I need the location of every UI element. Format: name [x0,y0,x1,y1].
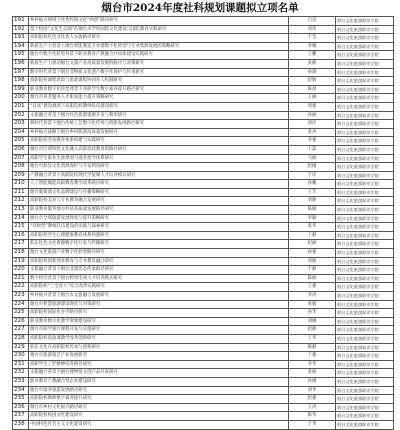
project-leader: 李敏 [289,214,336,223]
row-number: 201 [13,102,29,111]
table-row [13,360,394,369]
project-unit: 烟台文化旅游职业学院 [336,180,394,189]
row-number: 214 [13,214,29,223]
project-topic: 高职院校红色文化育人实施路径研究 [29,34,289,43]
project-leader: 孙强 [289,249,336,258]
project-topic: 乡村振兴视域下优秀传统文化“两创”路径研究 [29,17,289,26]
table-row [13,334,394,343]
project-unit: 烟台文化旅游职业学院 [336,42,394,51]
table-row [13,197,394,206]
row-number: 223 [13,292,29,301]
row-number: 215 [13,223,29,232]
project-topic: 文旅融合背景下烟台博物馆文创产品开发研究 [29,369,289,378]
project-unit: 烟台文化旅游职业学院 [336,369,394,378]
row-number: 220 [13,266,29,275]
table-row [13,145,394,154]
project-topic: 高职院校教师数字素养提升研究 [29,395,289,404]
project-topic: 高职院校创新创业教育与专业教育融合研究 [29,257,289,266]
row-number: 238 [13,420,29,429]
row-number: 211 [13,188,29,197]
project-leader: 李华 [289,360,336,369]
project-topic: 人工智能赋能高职教育教学改革路径研究 [29,180,289,189]
row-number: 204 [13,128,29,137]
row-number: 228 [13,334,29,343]
project-topic: 高职学生职业生涯规划与就业指导体系研究 [29,154,289,163]
project-topic: 高职学生工匠精神培育路径研究 [29,360,289,369]
project-topic: 基于校园“文化生态圈”的烟台市学校国防文化建设与国防教育实践研究 [29,25,289,34]
table-row [13,94,394,103]
project-unit: 烟台文化旅游职业学院 [336,214,394,223]
document-title: 烟台市2024年度社科规划课题拟立项名单 [101,2,299,14]
project-unit: 烟台文化旅游职业学院 [336,249,394,258]
row-number: 192 [13,25,29,34]
project-topic: 高职院校美育与专业教育融合发展研究 [29,197,289,206]
project-leader: 刘敏 [289,257,336,266]
row-number: 198 [13,77,29,86]
table-row [13,231,394,240]
row-number: 213 [13,206,29,215]
row-number: 195 [13,51,29,60]
project-topic: 高职院校校园文化建设研究 [29,412,289,421]
project-unit: 烟台文化旅游职业学院 [336,154,394,163]
table-row [13,309,394,318]
table-row [13,111,394,120]
project-leader: 陈刚 [289,206,336,215]
project-leader: 孙刚 [289,377,336,386]
project-topic: 烟台市数字化转型背景下职业教育产教融合共同体建设实践研究 [29,51,289,60]
project-unit: 烟台文化旅游职业学院 [336,403,394,412]
project-leader: 刘洋 [289,120,336,129]
project-leader: 王丽 [289,94,336,103]
project-unit: 烟台文化旅游职业学院 [336,102,394,111]
project-unit: 烟台文化旅游职业学院 [336,223,394,232]
project-topic: 新质生产力驱动烟台文旅产业高质量发展的路径与对策研究 [29,59,289,68]
row-number: 200 [13,94,29,103]
row-number: 229 [13,343,29,352]
project-leader: 张丽 [289,369,336,378]
project-topic: 文旅融合背景下烟台非遗活态传承路径研究 [29,266,289,275]
table-row [13,403,394,412]
project-topic: 高职院校学生心理健康教育体系构建研究 [29,231,289,240]
table-row [13,317,394,326]
row-number: 226 [13,317,29,326]
project-topic: 烟台市区域特色文化融入高职思政教育的路径研究 [29,145,289,154]
project-unit: 烟台文化旅游职业学院 [336,206,394,215]
table-row [13,85,394,94]
project-unit: 烟台文化旅游职业学院 [336,386,394,395]
table-row [13,249,394,258]
project-unit: 烟台文化旅游职业学院 [336,300,394,309]
project-topic: 中国特色社会主义文化建设研究 [29,420,289,429]
project-leader: 王涛 [289,403,336,412]
table-row [13,292,394,301]
project-leader: 刘伟 [289,25,336,34]
project-topic: 数字经济背景下烟台跨境电商人才培养模式研究 [29,274,289,283]
project-topic: 职业教育产教融合型企业建设研究 [29,377,289,386]
table-row [13,154,394,163]
project-topic: 高职院校课程思政与思政课程协同育人机制研究 [29,77,289,86]
row-number: 231 [13,360,29,369]
project-topic: 烟台市乡村文化振兴路径研究 [29,403,289,412]
table-row [13,51,394,60]
row-number: 202 [13,111,29,120]
row-number: 212 [13,197,29,206]
project-leader: 陈丽 [289,274,336,283]
table-row [13,17,394,26]
row-number: 191 [13,17,29,26]
table-row [13,214,394,223]
project-unit: 烟台文化旅游职业学院 [336,395,394,404]
table-row [13,180,394,189]
table-row [13,386,394,395]
project-unit: 烟台文化旅游职业学院 [336,360,394,369]
table-row [13,343,394,352]
project-topic: 烟台市养老服务人才职业能力提升策略研究 [29,94,289,103]
project-topic: “双高”建设视域下高职院校教师队伍建设研究 [29,102,289,111]
table-row [13,352,394,361]
project-leader: 赵强 [289,395,336,404]
project-unit: 烟台文化旅游职业学院 [336,128,394,137]
row-number: 219 [13,257,29,266]
project-leader: 张静 [289,59,336,68]
project-leader: 李涛 [289,292,336,301]
project-leader: 王鹏 [289,51,336,60]
project-leader: 张敏 [289,300,336,309]
project-unit: 烟台文化旅游职业学院 [336,120,394,129]
table-row [13,188,394,197]
project-leader: 于华 [289,420,336,429]
project-unit: 烟台文化旅游职业学院 [336,94,394,103]
project-unit: 烟台文化旅游职业学院 [336,111,394,120]
project-unit: 烟台文化旅游职业学院 [336,412,394,421]
project-leader: 孙华 [289,309,336,318]
project-leader: 于静 [289,266,336,275]
project-topic: 职业教育数字化转型背景下高职学生数字素养提升路径研究 [29,85,289,94]
row-number: 194 [13,42,29,51]
project-unit: 烟台文化旅游职业学院 [336,25,394,34]
project-unit: 烟台文化旅游职业学院 [336,68,394,77]
row-number: 232 [13,369,29,378]
project-topic: 烟台市旅游演艺产业发展研究 [29,352,289,361]
project-leader: 于强 [289,352,336,361]
table-row [13,412,394,421]
row-number: 221 [13,274,29,283]
project-topic: 文旅融合背景下烟台红色旅游资源开发与利用研究 [29,111,289,120]
project-leader: 孙鹏 [289,180,336,189]
row-number: 237 [13,412,29,421]
row-number: 193 [13,34,29,43]
project-leader: 李强 [289,137,336,146]
project-topic: 胶东文化在高职院校传承与创新研究 [29,343,289,352]
project-unit: 烟台文化旅游职业学院 [336,51,394,60]
table-row [13,266,394,275]
table-row [13,128,394,137]
project-unit: 烟台文化旅游职业学院 [336,257,394,266]
row-number: 230 [13,352,29,361]
project-unit: 烟台文化旅游职业学院 [336,343,394,352]
row-number: 207 [13,154,29,163]
project-unit: 烟台文化旅游职业学院 [336,240,394,249]
project-unit: 烟台文化旅游职业学院 [336,197,394,206]
project-unit: 烟台文化旅游职业学院 [336,137,394,146]
row-number: 199 [13,85,29,94]
row-number: 235 [13,395,29,404]
row-number: 234 [13,386,29,395]
table-row [13,77,394,86]
project-unit: 烟台文化旅游职业学院 [336,317,394,326]
project-leader: 赵敏 [289,77,336,86]
project-topic: 高职院校国际化办学路径研究 [29,309,289,318]
project-leader: 赵丽 [289,240,336,249]
project-leader: 王强 [289,283,336,292]
project-leader: 陈华 [289,412,336,421]
row-number: 197 [13,68,29,77]
table-row [13,377,394,386]
project-leader: 李娜 [289,42,336,51]
project-topic: 高职院校“三全育人”综合改革实践研究 [29,283,289,292]
project-unit: 烟台文化旅游职业学院 [336,334,394,343]
project-unit: 烟台文化旅游职业学院 [336,17,394,26]
project-unit: 烟台文化旅游职业学院 [336,283,394,292]
table-row [13,283,394,292]
project-leader: 王静 [289,231,336,240]
project-topic: 职业教育数字化教学资源建设研究 [29,317,289,326]
project-unit: 烟台文化旅游职业学院 [336,171,394,180]
row-number: 233 [13,377,29,386]
table-row [13,42,394,51]
table-row [13,300,394,309]
row-number: 209 [13,171,29,180]
project-topic: 烟台市智慧旅游建设现状与对策研究 [29,300,289,309]
project-unit: 烟台文化旅游职业学院 [336,274,394,283]
project-leader: 吕雷 [289,17,336,26]
project-topic: 数字时代背景下烟台非物质文化遗产数字化保护与传承研究 [29,68,289,77]
table-row [13,274,394,283]
project-topic: 烟台市全域旅游发展现状与提升策略研究 [29,214,289,223]
table-row [13,206,394,215]
table-row [13,25,394,34]
table-row [13,120,394,129]
project-unit: 烟台文化旅游职业学院 [336,85,394,94]
project-leader: 马丽 [289,154,336,163]
row-number: 205 [13,137,29,146]
project-topic: 职业教育服务地方经济高质量发展路径研究 [29,206,289,215]
project-leader: 张涛 [289,128,336,137]
table-row [13,171,394,180]
row-number: 225 [13,309,29,318]
table-row [13,102,394,111]
project-leader: 赵刚 [289,163,336,172]
project-leader: 王华 [289,334,336,343]
table-row [13,326,394,335]
project-leader: 张华 [289,223,336,232]
table-row [13,395,394,404]
row-number: 217 [13,240,29,249]
project-topic: 乡村振兴战略下烟台乡村旅游高质量发展研究 [29,128,289,137]
row-number: 208 [13,163,29,172]
table-row [13,59,394,68]
project-leader: 王磊 [289,145,336,154]
row-number: 227 [13,326,29,335]
project-leader: 赵静 [289,326,336,335]
project-unit: 烟台文化旅游职业学院 [336,266,394,275]
project-unit: 烟台文化旅游职业学院 [336,77,394,86]
project-topic: 乡村振兴背景下烟台农文旅融合发展研究 [29,292,289,301]
table-row [13,163,394,172]
project-table [12,16,394,430]
project-topic: 胶东红色文化资源数字化开发与传播研究 [29,240,289,249]
table-row [13,34,394,43]
project-topic: 烟台葡萄酒文化品牌建设与传播策略研究 [29,188,289,197]
project-unit: 烟台文化旅游职业学院 [336,326,394,335]
project-topic: 新时代背景下烟台传统工艺数字化传承与创新发展路径研究 [29,120,289,129]
row-number: 224 [13,300,29,309]
project-leader: 刘华 [289,386,336,395]
project-unit: 烟台文化旅游职业学院 [336,163,394,172]
project-leader: 于莹 [289,34,336,43]
project-leader: 于洋 [289,171,336,180]
row-number: 206 [13,145,29,154]
table-row [13,240,394,249]
project-leader: 孙丽 [289,111,336,120]
project-unit: 烟台文化旅游职业学院 [336,34,394,43]
project-leader: 孙晓 [289,68,336,77]
project-topic: 烟台市研学旅行课程开发与实施研究 [29,326,289,335]
table-row [13,223,394,232]
project-topic: 高职院校劳动教育体系构建与实践研究 [29,137,289,146]
project-topic: 烟台市海洋文化资源保护与开发利用研究 [29,163,289,172]
project-topic: 烟台市康养旅游发展路径研究 [29,386,289,395]
project-topic: 高职院校思政课教学改革创新研究 [29,334,289,343]
row-number: 236 [13,403,29,412]
project-leader: 王芳 [289,188,336,197]
project-unit: 烟台文化旅游职业学院 [336,145,394,154]
project-leader: 刘静 [289,197,336,206]
project-leader: 陈静 [289,343,336,352]
project-unit: 烟台文化旅游职业学院 [336,309,394,318]
table-row [13,137,394,146]
project-topic: 产教融合背景下高职院校现代学徒制人才培养模式研究 [29,171,289,180]
project-topic: “双师型”教师队伍建设的实践与探索研究 [29,223,289,232]
table-row [13,68,394,77]
row-number: 210 [13,180,29,189]
project-unit: 烟台文化旅游职业学院 [336,420,394,429]
project-topic: 新质生产力背景下烟台智能制造专业群数字化转型与专业集群发展的策略研究 [29,42,289,51]
project-unit: 烟台文化旅游职业学院 [336,377,394,386]
table-row [13,369,394,378]
row-number: 222 [13,283,29,292]
project-leader: 刘刚 [289,317,336,326]
project-unit: 烟台文化旅游职业学院 [336,352,394,361]
project-leader: 周强 [289,102,336,111]
project-table-body [13,17,394,430]
project-topic: 烟台文化旅游产业数字化转型路径研究 [29,249,289,258]
project-unit: 烟台文化旅游职业学院 [336,188,394,197]
project-unit: 烟台文化旅游职业学院 [336,59,394,68]
row-number: 203 [13,120,29,129]
row-number: 218 [13,249,29,258]
table-row [13,257,394,266]
project-unit: 烟台文化旅游职业学院 [336,231,394,240]
row-number: 196 [13,59,29,68]
project-leader: 陈晨 [289,85,336,94]
row-number: 216 [13,231,29,240]
project-unit: 烟台文化旅游职业学院 [336,292,394,301]
